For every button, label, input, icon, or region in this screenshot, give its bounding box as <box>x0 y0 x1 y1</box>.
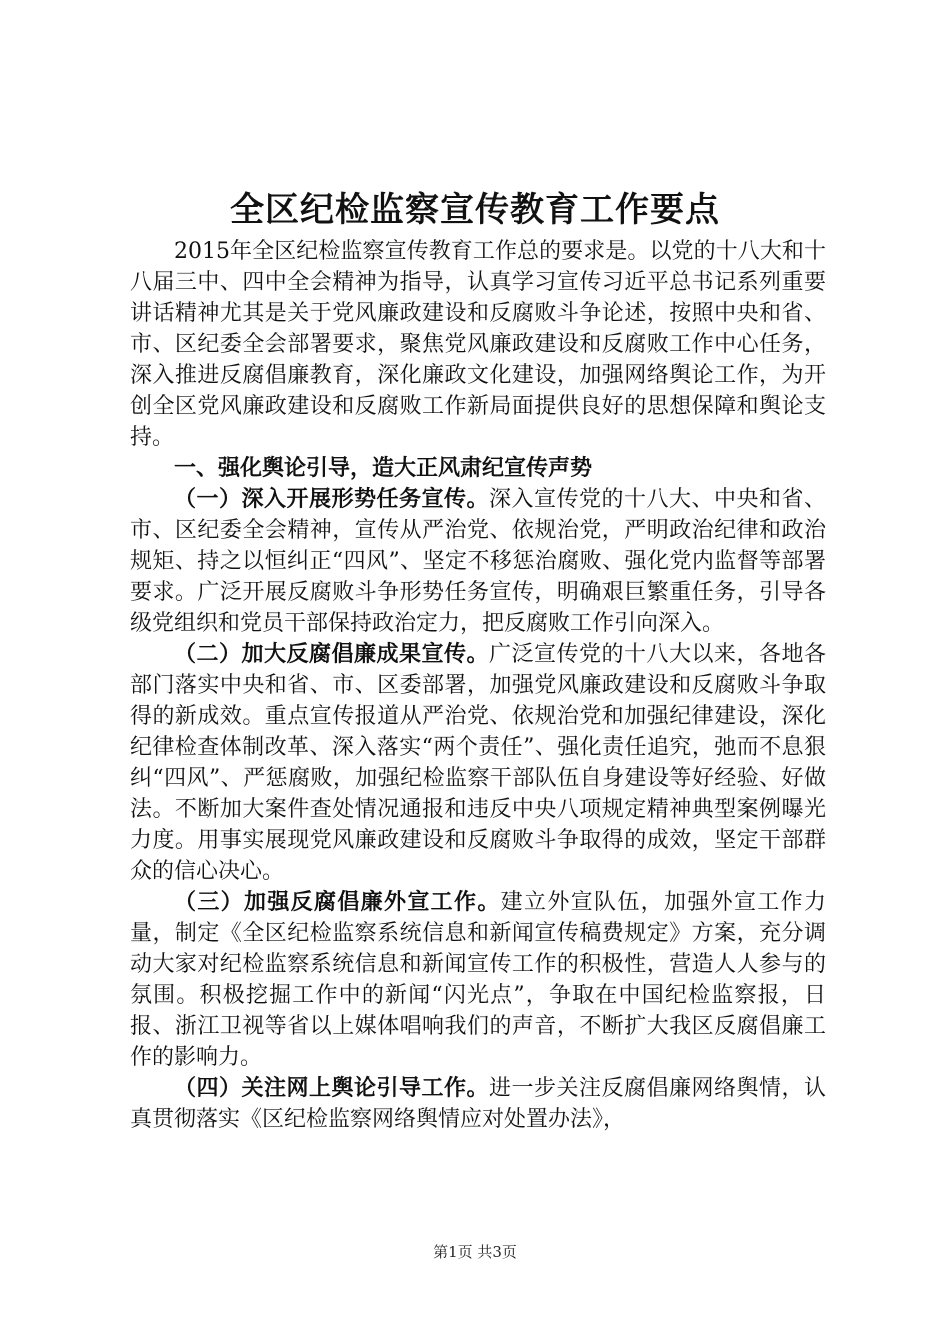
item-paragraph-3 <box>130 887 826 1073</box>
item-paragraph-2 <box>130 639 826 887</box>
document-body <box>130 236 826 1135</box>
item-heading-2: （二）加大反腐倡廉成果宣传。 <box>174 642 489 667</box>
item-paragraph-4 <box>130 1073 826 1135</box>
item-heading-4: （四）关注网上舆论引导工作。 <box>174 1076 489 1101</box>
item-text-2: 广泛宣传党的十八大以来，各地各部门落实中央和省、市、区委部署，加强党风廉政建设和反腐败斗争取得的新成效。重点宣传报道从严治党、依规治党和加强纪律建设，深化纪律检查体制改革、深入落实“两个责任”、强化责任追究，弛而不息狠纠“四风”、严惩腐败，加强纪检监察干部队伍自身建设等好经验、好做法。不断加大案件查处情况通报和违反中央八项规定精神典型案例曝光力度。用事实展现党风廉政建设和反腐败斗争取得的成效，坚定干部群众的信心决心。 <box>130 642 826 884</box>
item-text-1: 深入宣传党的十八大、中央和省、市、区纪委全会精神，宣传从严治党、依规治党，严明政治纪律和政治规矩、持之以恒纠正“四风”、坚定不移惩治腐败、强化党内监督等部署要求。广泛开展反腐败斗争形势任务宣传，明确艰巨繁重任务，引导各级党组织和党员干部保持政治定力，把反腐败工作引向深入。 <box>130 487 826 636</box>
item-text-3: 建立外宣队伍，加强外宣工作力量，制定《全区纪检监察系统信息和新闻宣传稿费规定》方案，充分调动大家对纪检监察系统信息和新闻宣传工作的积极性，营造人人参与的氛围。积极挖掘工作中的新闻“闪光点”，争取在中国纪检监察报，日报、浙江卫视等省以上媒体唱响我们的声音，不断扩大我区反腐倡廉工作的影响力。 <box>130 890 826 1070</box>
item-heading-3: （三）加强反腐倡廉外宣工作。 <box>174 890 501 915</box>
section-heading-1: 一、强化舆论引导，造大正风肃纪宣传声势 <box>174 456 593 481</box>
page-footer: 第1页 共3页 <box>433 1243 517 1261</box>
intro-paragraph: 2015年全区纪检监察宣传教育工作总的要求是。以党的十八大和十八届三中、四中全会精神为指导，认真学习宣传习近平总书记系列重要讲话精神尤其是关于党风廉政建设和反腐败斗争论述，按照中央和省、市、区纪委全会部署要求，聚焦党风廉政建设和反腐败工作中心任务，深入推进反腐倡廉教育，深化廉政文化建设，加强网络舆论工作，为开创全区党风廉政建设和反腐败工作新局面提供良好的思想保障和舆论支持。 <box>130 239 826 450</box>
item-paragraph-1 <box>130 484 826 639</box>
document-title: 全区纪检监察宣传教育工作要点 <box>230 190 720 230</box>
item-text-4: 进一步关注反腐倡廉网络舆情，认真贯彻落实《区纪检监察网络舆情应对处置办法》， <box>130 1076 826 1132</box>
item-heading-1: （一）深入开展形势任务宣传。 <box>174 487 489 512</box>
